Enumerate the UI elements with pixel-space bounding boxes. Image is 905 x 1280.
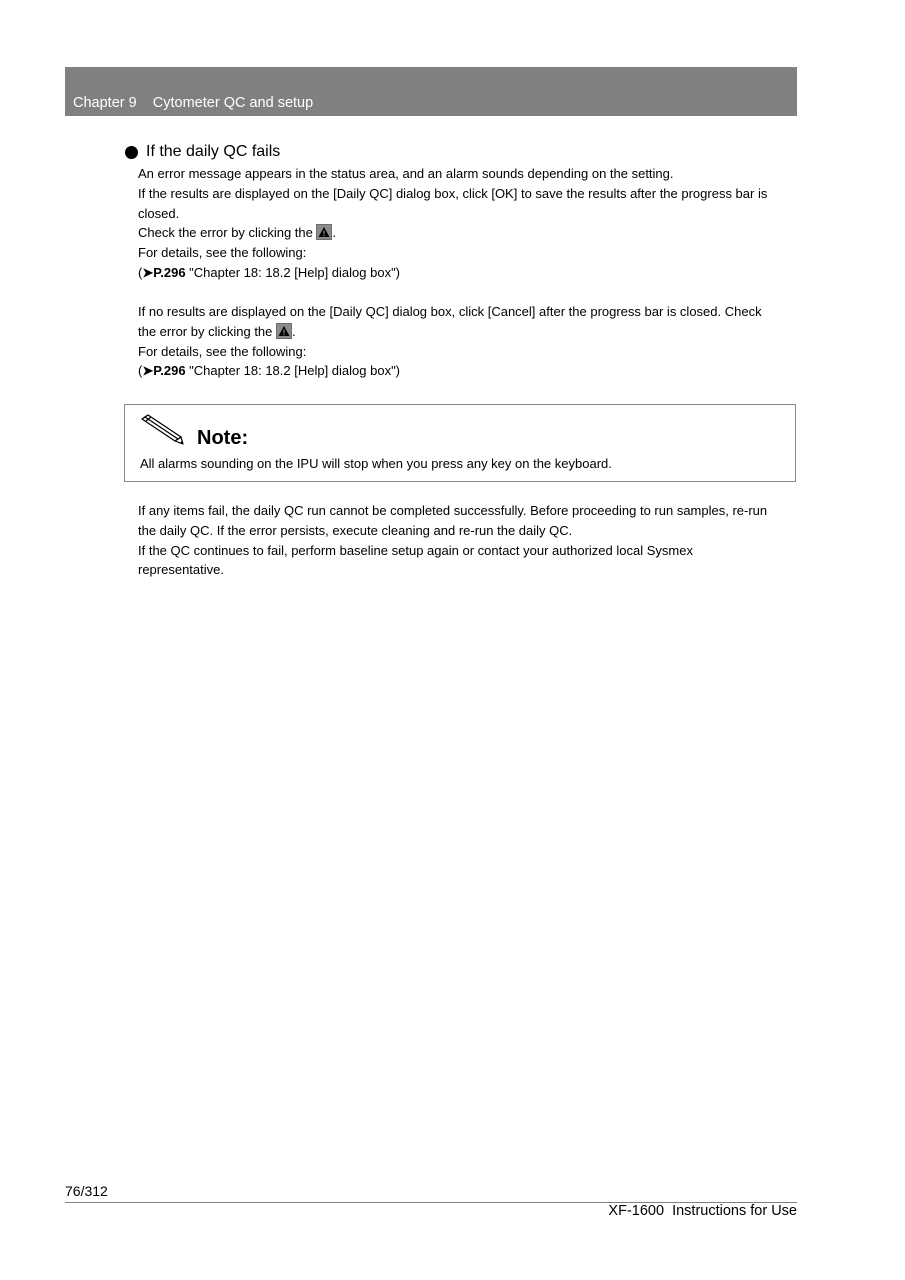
text-fragment: . (332, 225, 337, 241)
reference-page-link[interactable]: P.296 (153, 363, 186, 379)
section-heading-text: If the daily QC fails (146, 143, 281, 160)
cross-reference[interactable] (138, 263, 798, 283)
text-line: For details, see the following: (138, 343, 307, 359)
text-line: If the results are displayed on the [Daily QC] dialog box, click [OK] to save the results after the progress bar is (138, 185, 768, 201)
bullet-icon (125, 146, 138, 159)
note-box (124, 404, 796, 482)
text-line: the daily QC. If the error persists, execute cleaning and re-run the daily QC. (138, 522, 573, 538)
text-line (138, 223, 798, 243)
error-instructions-paragraph (138, 164, 798, 283)
text-line: closed. (138, 205, 180, 221)
no-results-paragraph (138, 302, 798, 381)
text-line: representative. (138, 562, 224, 578)
text-fragment: the error by clicking the (138, 323, 277, 339)
pencil-icon (139, 413, 185, 447)
reference-arrow-icon: ➤ (142, 264, 154, 280)
ref-open-paren: ( (138, 264, 143, 280)
text-line: If the QC continues to fail, perform baseline setup again or contact your authorized local Sysmex (138, 542, 693, 558)
cross-reference[interactable] (138, 361, 798, 381)
warning-triangle-icon (276, 323, 292, 339)
text-line: For details, see the following: (138, 245, 307, 261)
text-line: An error message appears in the status area, and an alarm sounds depending on the setting. (138, 166, 674, 181)
section-heading (125, 143, 280, 161)
note-text: All alarms sounding on the IPU will stop when you press any key on the keyboard. (140, 456, 612, 471)
failure-guidance-paragraph (138, 501, 798, 580)
note-title: Note: (197, 427, 249, 449)
text-fragment: . (292, 323, 296, 339)
text-fragment: Check the error by clicking the (138, 225, 317, 241)
reference-text: "Chapter 18: 18.2 [Help] dialog box") (185, 363, 401, 379)
page-number: 76/312 (65, 1183, 108, 1199)
chapter-header-bar (65, 67, 797, 116)
reference-page-link[interactable]: P.296 (153, 264, 186, 280)
text-line (138, 322, 798, 342)
text-line: If any items fail, the daily QC run cannot be completed successfully. Before proceeding to run samples, re-run (138, 503, 768, 518)
reference-text: "Chapter 18: 18.2 [Help] dialog box") (185, 264, 401, 280)
ref-open-paren: ( (138, 363, 143, 379)
reference-arrow-icon: ➤ (142, 363, 154, 379)
document-title: XF-1600 Instructions for Use (608, 1203, 797, 1219)
warning-triangle-icon (316, 224, 332, 240)
text-line: If no results are displayed on the [Daily QC] dialog box, click [Cancel] after the progress bar is closed. Check (138, 304, 762, 319)
chapter-title: Chapter 9 Cytometer QC and setup (73, 95, 314, 111)
